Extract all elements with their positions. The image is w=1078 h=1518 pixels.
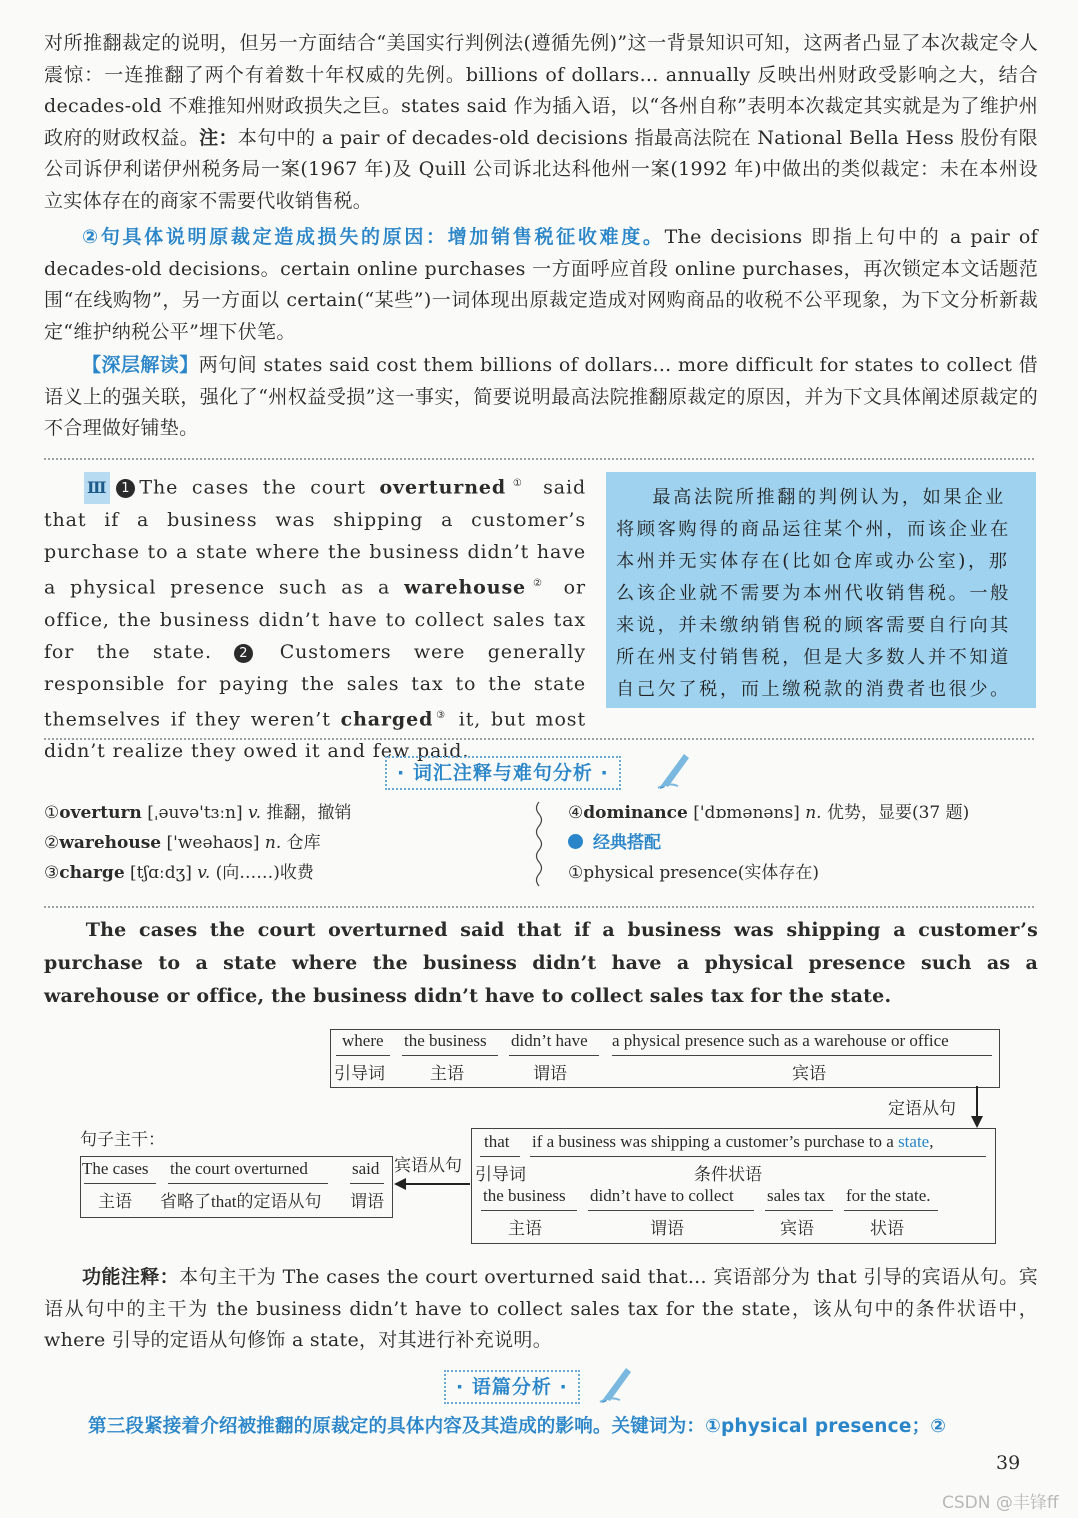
left-arrow-icon — [392, 1174, 472, 1194]
pen-icon — [656, 748, 692, 790]
deep-interpretation: 【深层解读】两句间 states said cost them billions of dollars... more difficult for states to collect 借语义上的强关联，强化了“州权益受损”这一事实，简要说明最高法院推翻原裁定的原因，并为下文具体阐述原裁定的不合理做好铺垫。 — [44, 354, 1038, 439]
bullet-dot-icon — [568, 834, 583, 849]
functional-note-label: 功能注释： — [82, 1266, 180, 1288]
analysis-paragraph-2: ②句具体说明原裁定造成损失的原因：增加销售税征收难度。The decisions 即指上句中的 a pair of decades-old decisions。certain online purchases 一方面呼应首段 online purchases，再次锁定本文话题范围“在线购物”，另一方面以 certain(“某些”)一词体现出原裁定造成对网购商品的收税不公平现象，为下文分析新裁定“维护纳税公平”埋下伏笔。 — [44, 226, 1038, 343]
collocation-item: ①physical presence(实体存在) — [568, 863, 819, 883]
obj-word-subject: the business — [483, 1186, 566, 1205]
wavy-separator — [532, 800, 546, 894]
main-word-subject: The cases — [82, 1159, 149, 1178]
divider — [44, 906, 1034, 908]
note-label: 注： — [199, 126, 238, 149]
obj-label: 宾语 — [780, 1219, 814, 1238]
rel-label: 谓语 — [533, 1064, 567, 1083]
main-label: 省略了that的定语从句 — [160, 1192, 322, 1211]
main-label: 谓语 — [350, 1192, 384, 1211]
divider — [44, 458, 1034, 460]
analysis-paragraph-1: 对所推翻裁定的说明，但另一方面结合“美国实行判例法(遵循先例)”这一背景知识可知，这两者凸显了本次裁定令人震惊：一连推翻了两个有着数十年权威的先例。billions of dollars... annually 反映出州财政受影响之大，结合 decades-old 不难推知州财政损失之巨。states said 作为插入语，以“各州自称”表明本次裁定其实就是为了维护州政府的财政权益。注：本句中的 a pair of decades-old decisions 指最高法院在 National Bella Hess 股份有限公司诉伊利诺伊州税务局一案(1967 年)及 Quill 公司诉北达科他州一案(1992 年)中做出的类似裁定：未在本州设立实体存在的商家不需要代收销售税。 — [44, 32, 1038, 212]
passage-text: Ⅲ 1 The cases the court overturned① said that if a business was shipping a customer’s purchase to a state where the business didn’t have a physical presence such as a warehouse② or office, the business didn’t have to collect sales tax for the state. 2 Customers were generally responsible for paying the sales tax to the state themselves if they weren’t charged③ it, but most didn’t realize they owed it and few paid. — [44, 468, 586, 767]
obj-label: 状语 — [870, 1219, 904, 1238]
deep-interpretation-label: 【深层解读】 — [82, 354, 199, 376]
main-label: 主语 — [98, 1192, 132, 1211]
obj-word-that: that — [484, 1132, 510, 1151]
keyword-overturned: overturned — [379, 476, 507, 499]
page-number: 39 — [996, 1452, 1021, 1474]
object-clause-tag: 宾语从句 — [394, 1156, 462, 1175]
translation-box — [606, 472, 1036, 708]
obj-label: 条件状语 — [694, 1165, 762, 1184]
main-word-predicate: said — [352, 1159, 380, 1178]
vocab-item: ④dominance ['dɒmənəns] n. 优势，显要(37 题) — [568, 803, 970, 823]
divider — [44, 738, 1034, 740]
sentence-number-2: 2 — [234, 644, 253, 663]
obj-label: 谓语 — [650, 1219, 684, 1238]
main-word-relclause: the court overturned — [170, 1159, 308, 1178]
difficult-sentence: The cases the court overturned said that if a business was shipping a customer’s purchase to a state where the business didn’t have a physical presence such as a warehouse or office, the business didn’t have to collect sales tax for the state. — [44, 919, 1038, 1007]
obj-word-object: sales tax — [767, 1186, 826, 1205]
sentence-number-1: 1 — [116, 479, 135, 498]
rel-clause-tag: 定语从句 — [888, 1099, 956, 1118]
obj-label: 引导词 — [475, 1165, 526, 1184]
rel-word-object: a physical presence such as a warehouse or office — [612, 1031, 949, 1050]
vocab-item: ①overturn [ˌəuvə'tɜːn] v. 推翻，撤销 — [44, 803, 352, 823]
main-clause-label: 句子主干： — [80, 1130, 165, 1149]
rel-word-where: where — [342, 1031, 384, 1050]
pen-icon — [598, 1362, 634, 1404]
discourse-text: 第三段紧接着介绍被推翻的原裁定的具体内容及其造成的影响。关键词为：①physical presence；② — [88, 1416, 947, 1437]
obj-label: 主语 — [508, 1219, 542, 1238]
vocab-section-heading: · 词汇注释与难句分析 · — [385, 756, 621, 790]
translation-text: 最高法院所推翻的判例认为，如果企业将顾客购得的商品运往某个州，而该企业在本州并无实体存在(比如仓库或办公室)，那么该企业就不需要为本州代收销售税。一般来说，并未缴纳销售税的顾客需要自行向其所在州支付销售税，但是大多数人并不知道自己欠了税，而上缴税款的消费者也很少。 — [616, 487, 1011, 700]
watermark: CSDN @丰锋ff — [942, 1493, 1059, 1513]
keyword-warehouse: warehouse — [404, 576, 527, 599]
vocab-list-right — [568, 798, 969, 888]
rel-word-predicate: didn’t have — [511, 1031, 588, 1050]
vocab-list-left — [44, 798, 351, 888]
paragraph-marker: Ⅲ — [84, 472, 110, 504]
down-arrow-icon — [968, 1086, 986, 1130]
discourse-section-heading: · 语篇分析 · — [444, 1370, 580, 1404]
obj-word-condition: if a business was shipping a customer’s purchase to a state, — [532, 1132, 934, 1151]
rel-word-subject: the business — [404, 1031, 487, 1050]
collocation-heading: 经典搭配 — [568, 828, 969, 858]
rel-label: 宾语 — [792, 1064, 826, 1083]
vocab-item: ②warehouse ['weəhaʊs] n. 仓库 — [44, 833, 321, 853]
keyword-charged: charged — [340, 707, 434, 730]
vocab-item: ③charge [tʃɑːdʒ] v. (向……)收费 — [44, 863, 314, 883]
rel-label: 引导词 — [334, 1064, 385, 1083]
obj-word-adverbial: for the state. — [846, 1186, 931, 1205]
point-heading: ②句具体说明原裁定造成损失的原因：增加销售税征收难度。 — [82, 226, 665, 248]
obj-word-predicate: didn’t have to collect — [590, 1186, 734, 1205]
highlight-state: state — [898, 1132, 930, 1151]
rel-label: 主语 — [430, 1064, 464, 1083]
functional-note: 功能注释：本句主干为 The cases the court overturned said that... 宾语部分为 that 引导的宾语从句。宾语从句中的主干为 the business didn’t have to collect sales tax for the state，该从句中的条件状语中，where 引导的定语从句修饰 a state，对其进行补充说明。 — [44, 1266, 1038, 1351]
